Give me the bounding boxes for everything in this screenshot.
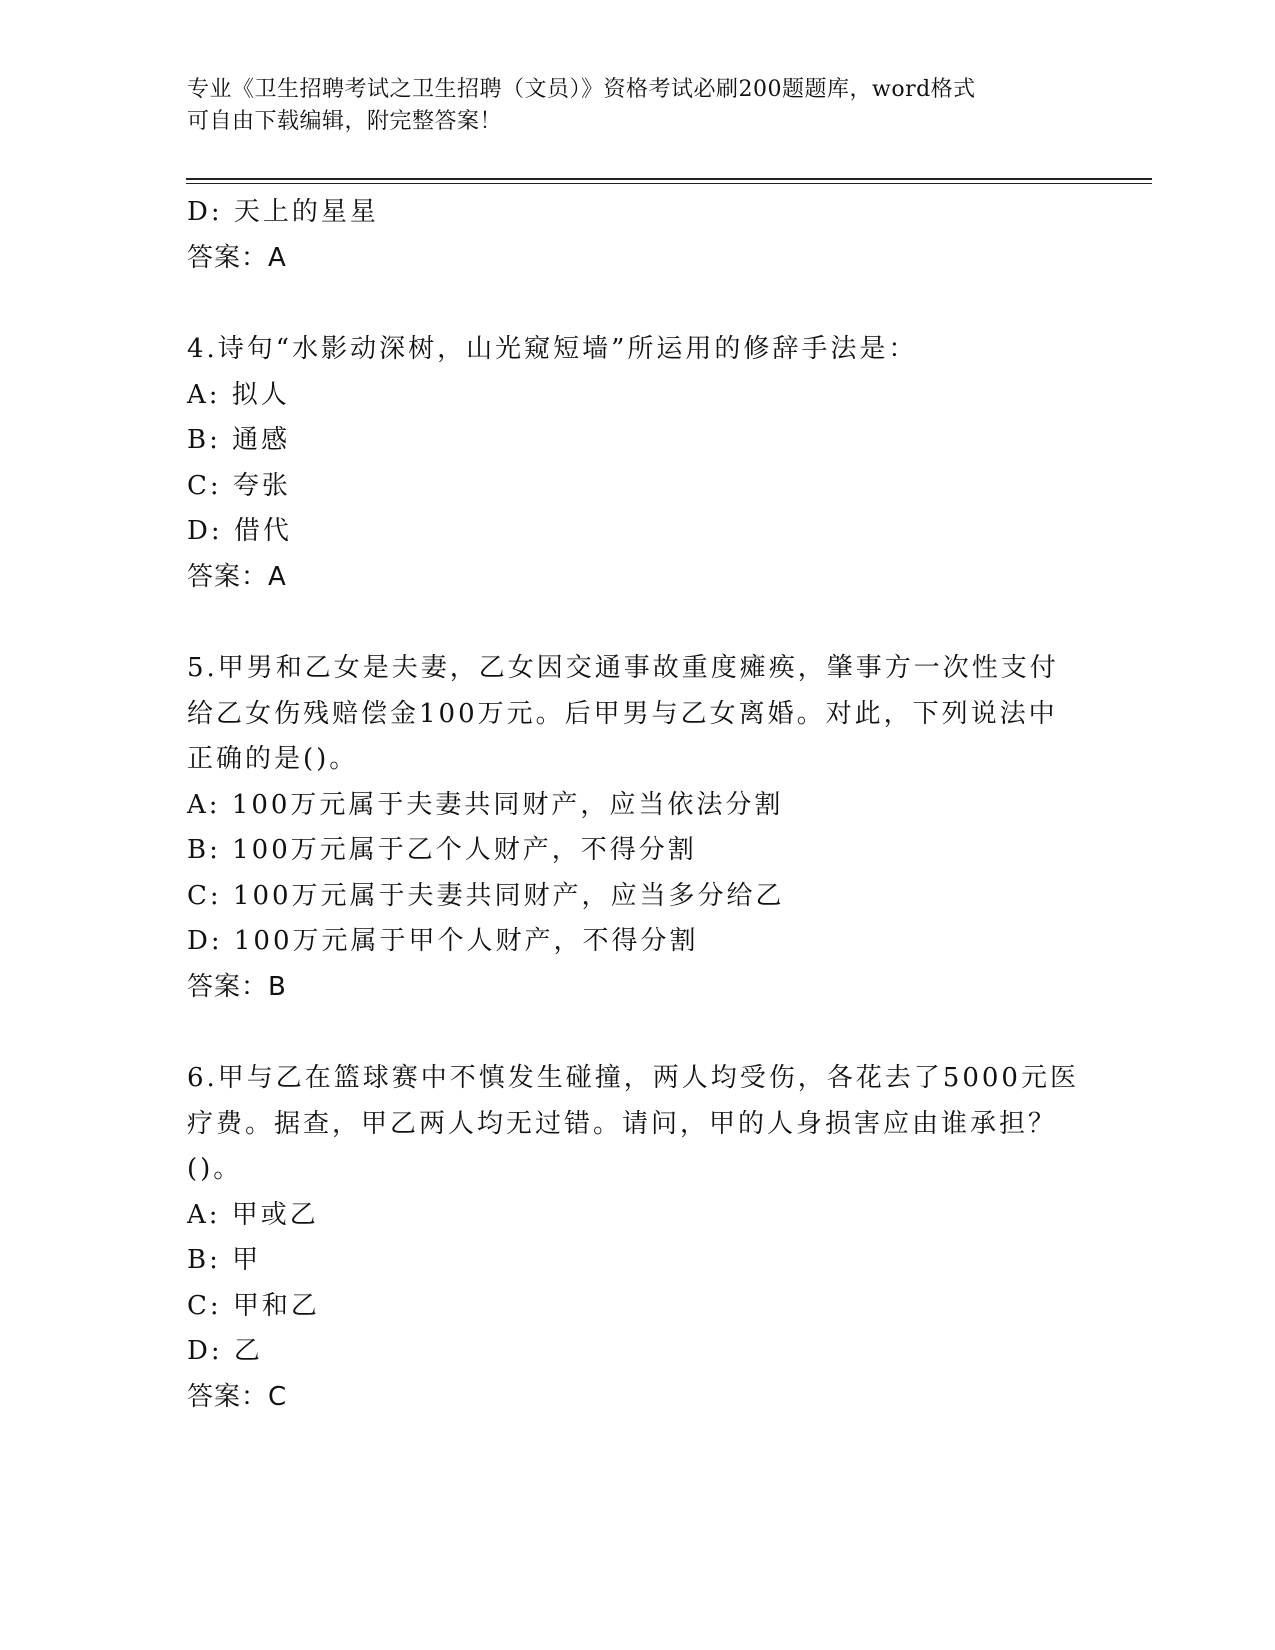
question-text-line-2: 疗费。据查，甲乙两人均无过错。请问，甲的人身损害应由谁承担？ [187, 1108, 1058, 1139]
option-b: B: 甲 [187, 1245, 262, 1275]
option-d: D: 借代 [187, 516, 292, 546]
header-title-line-2: 可自由下载编辑，附完整答案！ [187, 109, 503, 134]
question-text-line-3: ()。 [187, 1154, 243, 1184]
question-text-line-1: 6.甲与乙在篮球赛中不慎发生碰撞，两人均受伤，各花去了5000元医 [187, 1063, 1079, 1093]
option-a: A: 100万元属于夫妻共同财产，应当依法分割 [187, 789, 784, 820]
answer-line: 答案：C [187, 1381, 288, 1412]
answer-line: 答案：B [187, 971, 287, 1002]
header-divider-thick [186, 178, 1152, 180]
question-list [187, 190, 1087, 1420]
option-c: C: 100万元属于夫妻共同财产，应当多分给乙 [187, 880, 785, 911]
question-text-line-1: 5.甲男和乙女是夫妻，乙女因交通事故重度瘫痪，肇事方一次性支付 [187, 653, 1059, 683]
option-d: D: 乙 [187, 1336, 263, 1366]
spacer [187, 600, 1087, 646]
answer-line: 答案：A [187, 242, 287, 273]
answer-line: 答案：A [187, 561, 287, 592]
option-c: C: 夸张 [187, 470, 291, 501]
spacer [187, 1010, 1087, 1056]
question-4 [187, 327, 1087, 600]
option-a: A: 拟人 [187, 379, 290, 410]
option-b: B: 100万元属于乙个人财产，不得分割 [187, 835, 697, 865]
spacer [187, 281, 1087, 327]
option-d: D: 100万元属于甲个人财产，不得分割 [187, 926, 699, 956]
header-title-line-1: 专业《卫生招聘考试之卫生招聘（文员）》资格考试必刷200题题库，word格式 [187, 77, 976, 102]
option-a: A: 甲或乙 [187, 1199, 319, 1230]
header-divider-thin [186, 183, 1152, 184]
question-text: 4.诗句“水影动深树，山光窥短墙”所运用的修辞手法是： [187, 334, 918, 364]
option-c: C: 甲和乙 [187, 1290, 320, 1321]
option-b: B: 通感 [187, 425, 291, 455]
question-text-line-2: 给乙女伤残赔偿金100万元。后甲男与乙女离婚。对此，下列说法中 [187, 698, 1058, 729]
question-3 [187, 190, 1087, 281]
option-d: D: 天上的星星 [187, 197, 379, 227]
question-5 [187, 646, 1087, 1010]
document-header [187, 74, 1087, 138]
question-text-line-3: 正确的是()。 [187, 744, 359, 774]
question-6 [187, 1056, 1087, 1420]
